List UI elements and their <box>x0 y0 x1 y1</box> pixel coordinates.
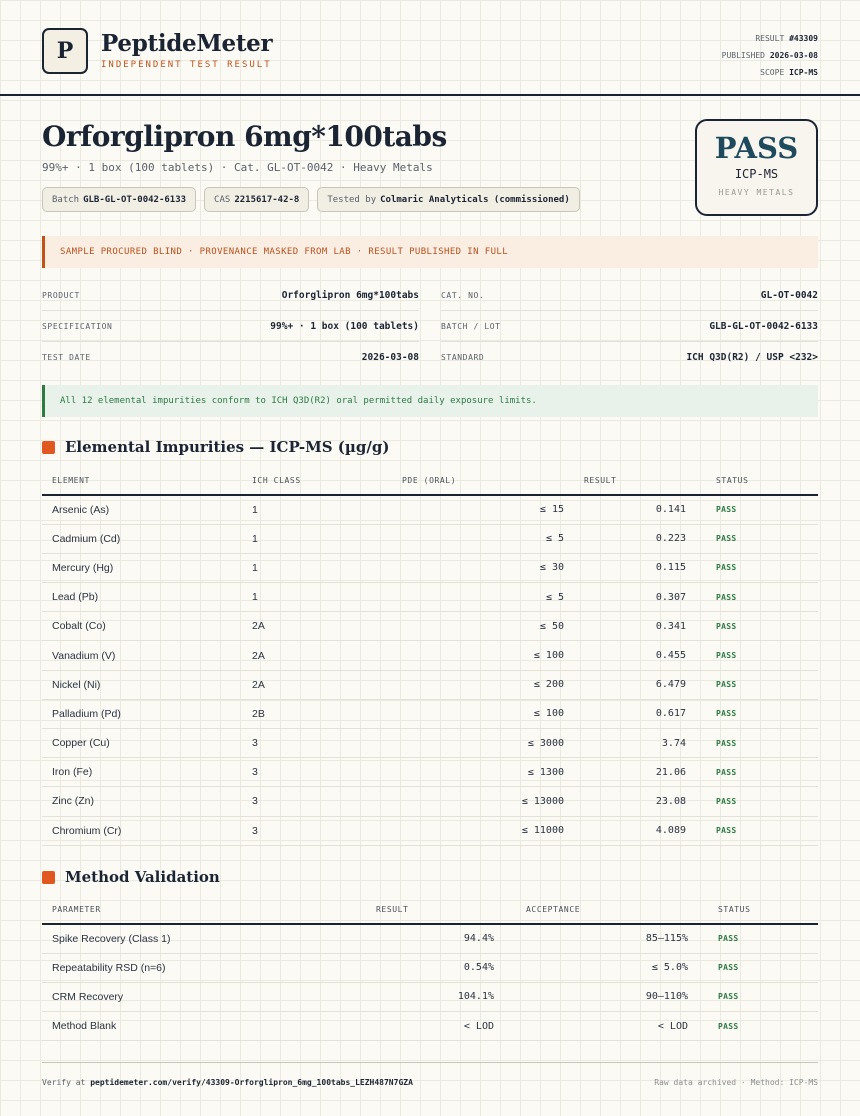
validation-heading <box>42 868 220 886</box>
pde-cell: ≤ 5 <box>342 524 574 553</box>
element-cell: Lead (Pb) <box>42 583 242 612</box>
column-header: RESULT <box>282 895 504 924</box>
column-header: ELEMENT <box>42 466 242 495</box>
verify-text <box>42 1078 413 1087</box>
result-cell: 6.479 <box>574 670 696 699</box>
chip-label: Tested by <box>327 194 377 205</box>
info-label: STANDARD <box>441 353 485 362</box>
brand-logo: P <box>42 28 88 74</box>
result-cell: 0.455 <box>574 641 696 670</box>
element-cell: Palladium (Pd) <box>42 699 242 728</box>
element-cell: Mercury (Hg) <box>42 553 242 582</box>
result-cell: 0.307 <box>574 583 696 612</box>
result-cell: 0.141 <box>574 495 696 524</box>
table-row <box>42 758 818 787</box>
info-value: GLB-GL-OT-0042-6133 <box>709 320 818 332</box>
pde-cell: ≤ 5 <box>342 583 574 612</box>
verdict-category: HEAVY METALS <box>718 188 795 197</box>
table-row <box>42 495 818 524</box>
section-marker-icon <box>42 871 55 884</box>
scope-label: SCOPE <box>760 68 785 77</box>
status-cell: PASS <box>698 1012 818 1041</box>
verify-link[interactable]: peptidemeter.com/verify/43309-Orforglipron_6mg_100tabs_LEZH487N7GZA <box>90 1078 413 1087</box>
result-cell: 0.115 <box>574 553 696 582</box>
result-cell: 3.74 <box>574 729 696 758</box>
chip-label: Batch <box>52 194 80 205</box>
product-chips <box>42 187 580 212</box>
footer-divider <box>42 1062 818 1063</box>
info-value: 99%+ · 1 box (100 tablets) <box>270 320 419 332</box>
table-row <box>42 524 818 553</box>
acceptance-cell: < LOD <box>504 1012 698 1041</box>
element-cell: Vanadium (V) <box>42 641 242 670</box>
pde-cell: ≤ 11000 <box>342 816 574 845</box>
conformance-banner: All 12 elemental impurities conform to ICH Q3D(R2) oral permitted daily exposure limits. <box>42 385 818 417</box>
class-cell: 2B <box>242 699 342 728</box>
info-label: PRODUCT <box>42 290 80 300</box>
brand-tagline: INDEPENDENT TEST RESULT <box>101 60 272 70</box>
class-cell: 3 <box>242 758 342 787</box>
brand-name: PeptideMeter <box>101 30 273 57</box>
procurement-notice: SAMPLE PROCURED BLIND · PROVENANCE MASKED FROM LAB · RESULT PUBLISHED IN FULL <box>42 236 818 268</box>
published-label: PUBLISHED <box>721 51 765 60</box>
batch-chip <box>42 187 196 212</box>
class-cell: 2A <box>242 670 342 699</box>
chip-value: Colmaric Analyticals (commissioned) <box>380 194 570 205</box>
result-cell: 0.341 <box>574 612 696 641</box>
table-row <box>42 553 818 582</box>
parameter-cell: Repeatability RSD (n=6) <box>42 953 282 982</box>
impurities-heading <box>42 438 389 456</box>
info-label: SPECIFICATION <box>42 321 113 331</box>
table-row <box>42 583 818 612</box>
element-cell: Zinc (Zn) <box>42 787 242 816</box>
status-cell: PASS <box>698 982 818 1011</box>
result-cell: 4.089 <box>574 816 696 845</box>
pde-cell: ≤ 200 <box>342 670 574 699</box>
result-number: #43309 <box>789 34 818 43</box>
info-label: CAT. NO. <box>441 290 485 300</box>
table-row <box>42 612 818 641</box>
status-cell: PASS <box>696 641 818 670</box>
pde-cell: ≤ 100 <box>342 699 574 728</box>
pde-cell: ≤ 30 <box>342 553 574 582</box>
status-cell: PASS <box>696 787 818 816</box>
result-meta <box>722 30 818 81</box>
table-row <box>42 953 818 982</box>
column-header: ICH CLASS <box>242 466 342 495</box>
lab-chip <box>317 187 579 212</box>
status-cell: PASS <box>696 524 818 553</box>
published-date: 2026-03-08 <box>769 51 818 60</box>
verdict-method: ICP-MS <box>734 167 779 181</box>
result-cell: < LOD <box>282 1012 504 1041</box>
status-cell: PASS <box>698 924 818 953</box>
result-cell: 0.617 <box>574 699 696 728</box>
column-header: PARAMETER <box>42 895 282 924</box>
status-cell: PASS <box>696 758 818 787</box>
pde-cell: ≤ 3000 <box>342 729 574 758</box>
class-cell: 3 <box>242 816 342 845</box>
info-value: 2026-03-08 <box>361 352 419 363</box>
table-row <box>42 641 818 670</box>
table-header-row <box>42 466 818 495</box>
scope-value: ICP-MS <box>789 68 818 77</box>
status-cell: PASS <box>696 816 818 845</box>
class-cell: 1 <box>242 583 342 612</box>
result-cell: 94.4% <box>282 924 504 953</box>
product-subtitle: 99%+ · 1 box (100 tablets) · Cat. GL-OT-0042 · Heavy Metals <box>42 161 433 174</box>
table-row <box>42 670 818 699</box>
table-row <box>42 787 818 816</box>
column-header: PDE (ORAL) <box>342 466 574 495</box>
column-header: STATUS <box>696 466 818 495</box>
verify-prefix: Verify at <box>42 1078 86 1087</box>
class-cell: 2A <box>242 612 342 641</box>
table-row <box>42 729 818 758</box>
result-cell: 0.54% <box>282 953 504 982</box>
section-title: Method Validation <box>65 868 220 886</box>
validation-table <box>42 895 818 1041</box>
column-header: STATUS <box>698 895 818 924</box>
status-cell: PASS <box>696 670 818 699</box>
pde-cell: ≤ 15 <box>342 495 574 524</box>
parameter-cell: CRM Recovery <box>42 982 282 1011</box>
verdict-result: PASS <box>714 131 799 165</box>
info-standard <box>441 342 818 373</box>
class-cell: 2A <box>242 641 342 670</box>
status-cell: PASS <box>696 699 818 728</box>
parameter-cell: Method Blank <box>42 1012 282 1041</box>
result-label: RESULT <box>755 34 785 43</box>
product-title: Orforglipron 6mg*100tabs <box>42 120 447 153</box>
info-test-date <box>42 342 419 373</box>
section-title: Elemental Impurities — ICP-MS (µg/g) <box>65 438 390 456</box>
info-batch <box>441 311 818 342</box>
chip-value: GLB-GL-OT-0042-6133 <box>83 194 187 205</box>
result-cell: 0.223 <box>574 524 696 553</box>
status-cell: PASS <box>696 495 818 524</box>
class-cell: 3 <box>242 729 342 758</box>
page-header <box>0 0 860 96</box>
parameter-cell: Spike Recovery (Class 1) <box>42 924 282 953</box>
pde-cell: ≤ 1300 <box>342 758 574 787</box>
acceptance-cell: ≤ 5.0% <box>504 953 698 982</box>
info-value: GL-OT-0042 <box>760 289 818 301</box>
verdict-stamp <box>695 119 818 216</box>
table-row <box>42 924 818 953</box>
chip-label: CAS <box>214 194 231 205</box>
status-cell: PASS <box>696 553 818 582</box>
column-header: RESULT <box>574 466 696 495</box>
pde-cell: ≤ 50 <box>342 612 574 641</box>
table-row <box>42 1012 818 1041</box>
cas-chip <box>204 187 309 212</box>
element-cell: Chromium (Cr) <box>42 816 242 845</box>
class-cell: 1 <box>242 495 342 524</box>
element-cell: Cobalt (Co) <box>42 612 242 641</box>
element-cell: Nickel (Ni) <box>42 670 242 699</box>
archive-note: Raw data archived · Method: ICP-MS <box>654 1078 818 1087</box>
status-cell: PASS <box>698 953 818 982</box>
class-cell: 1 <box>242 553 342 582</box>
info-catalog <box>441 280 818 311</box>
status-cell: PASS <box>696 729 818 758</box>
class-cell: 3 <box>242 787 342 816</box>
info-value: Orforglipron 6mg*100tabs <box>281 289 419 301</box>
pde-cell: ≤ 100 <box>342 641 574 670</box>
table-header-row <box>42 895 818 924</box>
result-cell: 104.1% <box>282 982 504 1011</box>
class-cell: 1 <box>242 524 342 553</box>
info-label: TEST DATE <box>42 353 91 362</box>
status-cell: PASS <box>696 583 818 612</box>
result-cell: 21.06 <box>574 758 696 787</box>
pde-cell: ≤ 13000 <box>342 787 574 816</box>
info-label: BATCH / LOT <box>441 321 501 331</box>
element-cell: Copper (Cu) <box>42 729 242 758</box>
acceptance-cell: 85–115% <box>504 924 698 953</box>
column-header: ACCEPTANCE <box>504 895 698 924</box>
info-value: ICH Q3D(R2) / USP <232> <box>686 352 818 363</box>
element-cell: Arsenic (As) <box>42 495 242 524</box>
table-row <box>42 816 818 845</box>
impurities-table <box>42 466 818 846</box>
info-specification <box>42 311 419 342</box>
status-cell: PASS <box>696 612 818 641</box>
chip-value: 2215617-42-8 <box>234 194 300 205</box>
section-marker-icon <box>42 441 55 454</box>
acceptance-cell: 90–110% <box>504 982 698 1011</box>
result-cell: 23.08 <box>574 787 696 816</box>
table-row <box>42 699 818 728</box>
element-cell: Iron (Fe) <box>42 758 242 787</box>
table-row <box>42 982 818 1011</box>
info-product <box>42 280 419 311</box>
element-cell: Cadmium (Cd) <box>42 524 242 553</box>
